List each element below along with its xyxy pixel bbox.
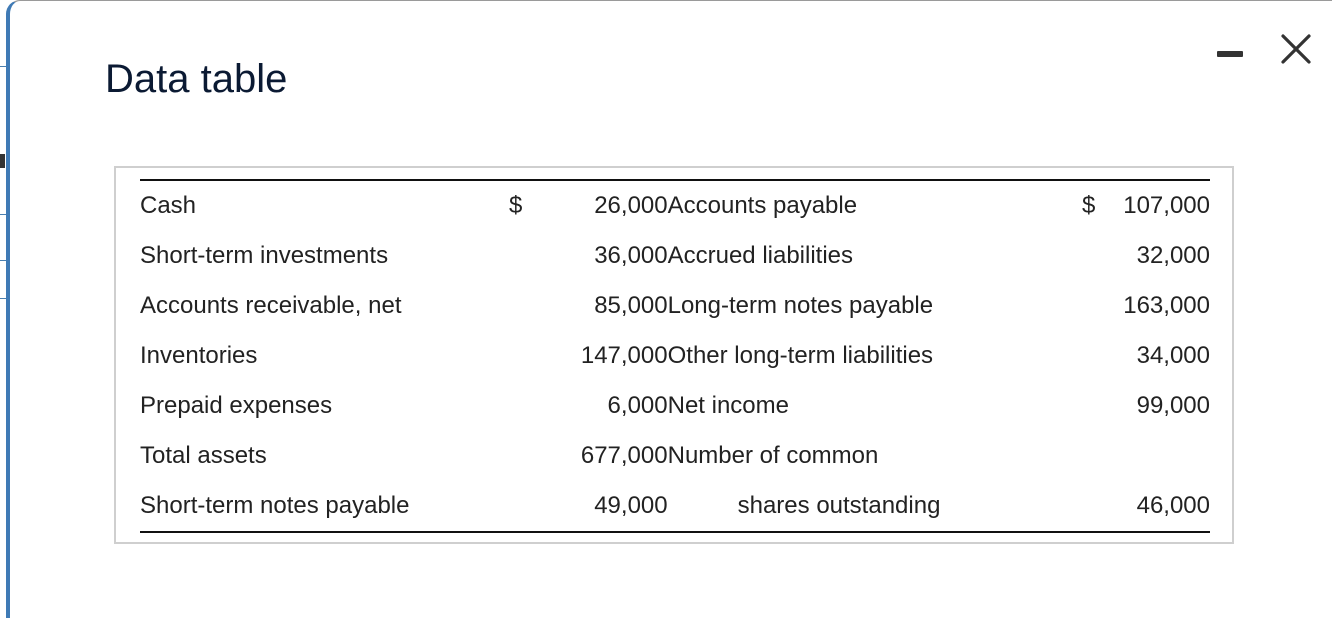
right-currency <box>1082 381 1110 431</box>
table-row <box>140 231 1210 281</box>
right-amount: 46,000 <box>1136 492 1210 519</box>
right-currency <box>1082 231 1110 281</box>
right-label: Long-term notes payable <box>667 292 934 319</box>
minimize-icon <box>1217 51 1243 57</box>
right-label: Number of common <box>667 442 879 469</box>
left-label: Inventories <box>140 342 258 369</box>
left-label: Prepaid expenses <box>140 392 333 419</box>
dialog-title: Data table <box>105 57 288 101</box>
left-amount: 26,000 <box>594 192 668 219</box>
right-amount <box>1110 431 1210 481</box>
background-text-fragment <box>0 154 5 168</box>
left-currency <box>509 481 537 532</box>
right-currency <box>1082 431 1110 481</box>
right-label: Accrued liabilities <box>667 242 854 269</box>
data-table <box>140 179 1210 533</box>
right-label: shares outstanding <box>737 492 941 519</box>
left-amount: 147,000 <box>580 342 668 369</box>
right-label: Other long-term liabilities <box>667 342 934 369</box>
left-label: Total assets <box>140 442 267 469</box>
data-table-frame <box>114 166 1234 544</box>
left-currency <box>509 281 537 331</box>
left-label: Accounts receivable, net <box>140 292 402 319</box>
left-amount: 85,000 <box>594 292 668 319</box>
right-label: Accounts payable <box>667 192 858 219</box>
right-label: Net income <box>667 392 789 419</box>
left-currency <box>509 381 537 431</box>
left-currency <box>509 431 537 481</box>
left-currency: $ <box>509 192 523 219</box>
table-row <box>140 381 1210 431</box>
left-label: Short-term investments <box>140 242 389 269</box>
table-row <box>140 431 1210 481</box>
right-currency <box>1082 331 1110 381</box>
minimize-button[interactable] <box>1215 37 1245 63</box>
left-label: Short-term notes payable <box>140 492 410 519</box>
left-currency <box>509 231 537 281</box>
close-button[interactable] <box>1278 31 1314 67</box>
right-currency: $ <box>1082 192 1096 219</box>
right-amount: 163,000 <box>1123 292 1210 319</box>
left-amount: 36,000 <box>594 242 668 269</box>
left-amount: 6,000 <box>607 392 668 419</box>
table-row <box>140 180 1210 231</box>
right-amount: 32,000 <box>1136 242 1210 269</box>
table-row <box>140 281 1210 331</box>
right-currency <box>1082 281 1110 331</box>
table-row <box>140 331 1210 381</box>
right-amount: 107,000 <box>1123 192 1210 219</box>
left-label: Cash <box>140 192 197 219</box>
close-icon <box>1278 31 1314 67</box>
left-currency <box>509 331 537 381</box>
right-currency <box>1082 481 1110 532</box>
table-row <box>140 481 1210 532</box>
right-amount: 34,000 <box>1136 342 1210 369</box>
left-amount: 49,000 <box>594 492 668 519</box>
left-amount: 677,000 <box>580 442 668 469</box>
right-amount: 99,000 <box>1136 392 1210 419</box>
